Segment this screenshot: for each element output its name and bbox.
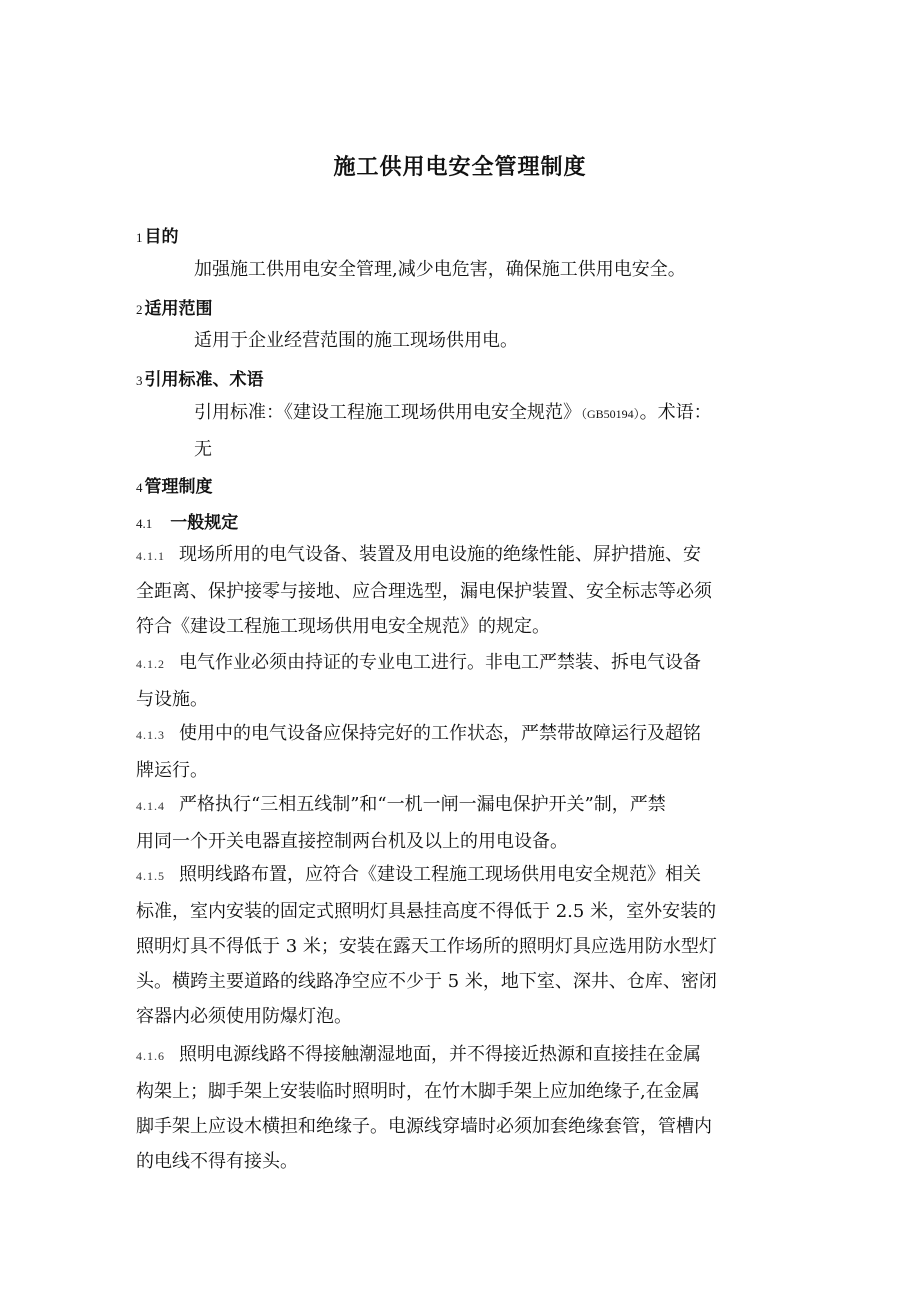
subsection-title: 一般规定 [170, 513, 239, 533]
purpose-paragraph: 加强施工供用电安全管理,减少电危害，确保施工供用电安全。 [194, 259, 686, 280]
section-number: 3 [136, 373, 143, 388]
clause-number: 4.1.1 [136, 549, 165, 563]
subsection-number: 4.1 [136, 516, 153, 531]
clause-4-1-3: 4.1.3 使用中的电气设备应保持完好的工作状态，严禁带故障运行及超铭 牌运行。 [136, 723, 701, 781]
clause-4-1-6: 4.1.6 照明电源线路不得接触潮湿地面，并不得接近热源和直接挂在金属 构架上；脚手架上安装临时照明时，在竹木脚手架上应加绝缘子,在金属 脚手架上应设木横担和绝缘子。电源线穿墙时必须加套绝缘套管，管槽内 的电线不得有接头。 [136, 1044, 712, 1172]
section-number: 1 [136, 230, 143, 245]
reference-paragraph [194, 395, 810, 467]
subsection-4-1-heading [136, 508, 238, 533]
clause-number: 4.1.4 [136, 799, 165, 813]
clause-4-1-1: 4.1.1 现场所用的电气设备、装置及用电设施的绝缘性能、屏护措施、安 全距离、保护接零与接地、应合理选型，漏电保护装置、安全标志等必须 符合《建设工程施工现场供用电安全规范》的规定。 [136, 544, 712, 637]
section-3-heading [136, 365, 264, 390]
section-title: 引用标准、术语 [144, 370, 264, 390]
terms-value: 无 [194, 439, 212, 460]
section-title: 适用范围 [144, 299, 213, 319]
scope-paragraph: 适用于企业经营范围的施工现场供用电。 [194, 330, 518, 351]
clause-4-1-5: 4.1.5 照明线路布置，应符合《建设工程施工现场供用电安全规范》相关 标准，室内安装的固定式照明灯具悬挂高度不得低于 2.5 米，室外安装的 照明灯具不得低于 3 米；安装在露天工作场所的照明灯具应选用防水型灯 头。横跨主要道路的线路净空应不少于 5 米，地下室、深井、仓库、密闭 容器内必须使用防爆灯泡。 [136, 864, 717, 1027]
section-2-heading [136, 294, 213, 319]
section-1-heading [136, 222, 179, 247]
document-title: 施工供用电安全管理制度 [333, 155, 587, 180]
clause-4-1-2: 4.1.2 电气作业必须由持证的专业电工进行。非电工严禁装、拆电气设备 与设施。 [136, 652, 701, 710]
clause-number: 4.1.5 [136, 869, 165, 883]
clause-number: 4.1.3 [136, 728, 165, 742]
section-4-heading [136, 472, 213, 497]
section-number: 2 [136, 302, 143, 317]
section-number: 4 [136, 480, 143, 495]
clause-4-1-4: 4.1.4 严格执行“三相五线制”和“一机一闸一漏电保护开关”制，严禁 用同一个开关电器直接控制两台机及以上的用电设备。 [136, 794, 666, 852]
clause-number: 4.1.6 [136, 1049, 165, 1063]
section-title: 目的 [144, 227, 179, 247]
clause-number: 4.1.2 [136, 657, 165, 671]
reference-standard: 引用标准：《建设工程施工现场供用电安全规范》 [194, 402, 581, 423]
section-title: 管理制度 [144, 477, 213, 497]
terms-label: 。术语： [639, 402, 712, 423]
standard-code: （GB50194） [581, 407, 640, 421]
